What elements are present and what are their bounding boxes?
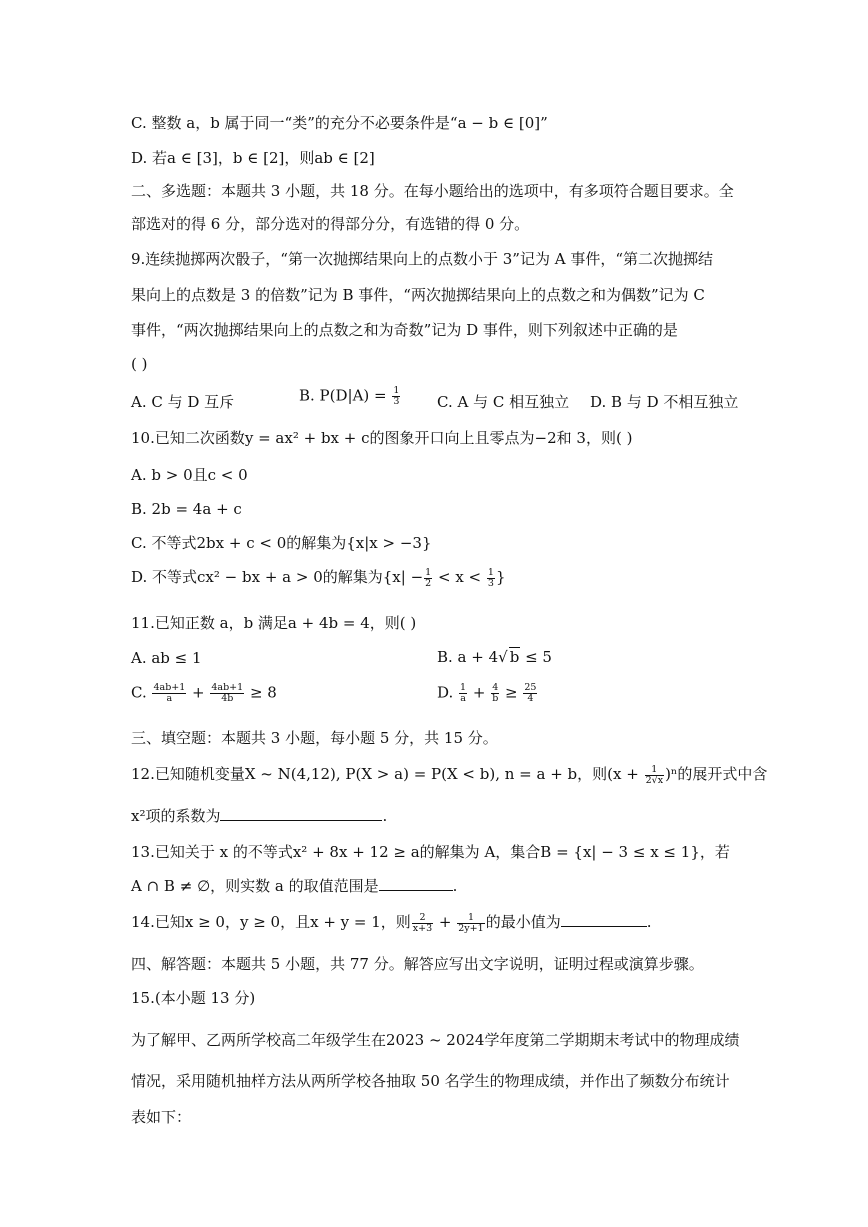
q13-period: .	[452, 877, 458, 895]
option-label: D.	[437, 683, 459, 702]
q10-option-c: C. 不等式2bx + c < 0的解集为{x|x > −3}	[131, 534, 432, 552]
option-label: C.	[131, 683, 152, 702]
q10-option-d	[131, 567, 505, 589]
q11-stem: 11.已知正数 a，b 满足a + 4b = 4，则( )	[131, 614, 417, 632]
q12-fraction	[645, 765, 664, 786]
q11-option-a: A. ab ≤ 1	[131, 649, 202, 667]
q11-option-d: D. $\frac{1}{a}$ + $\frac{4}{b}$ ≥ $\frac{25}{4}$	[437, 682, 537, 704]
q13-stem-line2	[131, 876, 457, 896]
q11-option-d-fraction-2	[491, 683, 499, 704]
q9-stem-line1: 9.连续抛掷两次骰子，“第一次抛掷结果向上的点数小于 3”记为 A 事件，“第二次抛掷结	[131, 250, 714, 268]
q12-period: .	[382, 807, 388, 825]
fraction-numerator: 4ab+1	[153, 682, 186, 693]
q14-fraction-2	[457, 913, 484, 934]
q9-option-c: C. A 与 C 相互独立	[437, 393, 570, 411]
fraction-numerator: 1	[457, 913, 484, 924]
q11-option-b-suffix: ≤ 5	[520, 648, 552, 666]
fraction-denominator: b	[492, 693, 499, 704]
q9-option-d: D. B 与 D 不相互独立	[590, 393, 739, 411]
q11-option-d-fraction-1	[459, 683, 467, 704]
q9-option-b-fraction	[392, 386, 400, 407]
q15-header: 15.(本小题 13 分)	[131, 989, 256, 1007]
q14-fraction-1	[412, 913, 433, 934]
fraction-numerator: 4ab+1	[211, 682, 244, 693]
q10-stem: 10.已知二次函数y = ax² + bx + c的图象开口向上且零点为−2和 3，则( )	[131, 429, 633, 447]
q11-option-b-prefix: B. a + 4	[437, 648, 499, 666]
q15-text-line1: 为了解甲、乙两所学校高二年级学生在2023 ~ 2024学年度第二学期期末考试中的物理成绩	[131, 1031, 740, 1049]
q12-answer-blank[interactable]	[220, 806, 382, 821]
q12-stem-line1	[131, 764, 767, 786]
fraction-denominator: x+3	[412, 922, 433, 934]
q14-period: .	[646, 913, 652, 931]
q11-option-d-fraction-3	[523, 683, 537, 704]
fraction-numerator: 2	[412, 913, 433, 924]
fraction-numerator: 1	[487, 566, 494, 578]
sqrt-symbol: √	[498, 648, 508, 666]
q9-option-b	[299, 386, 401, 407]
q9-stem-line2: 果向上的点数是 3 的倍数”记为 B 事件，“两次抛掷结果向上的点数之和为偶数”记为 C	[131, 286, 705, 304]
fraction-numerator: 1	[425, 566, 432, 578]
fraction-denominator: 3	[393, 396, 400, 407]
q10-option-d-suffix: }	[495, 568, 506, 586]
fraction-denominator: a	[166, 693, 173, 704]
q10-option-d-fraction-1	[424, 568, 432, 589]
q15-text-line3: 表如下：	[131, 1108, 192, 1126]
q14-prefix: 14.已知x ≥ 0，y ≥ 0，且x + y = 1，则	[131, 913, 411, 931]
fraction-numerator: 1	[460, 682, 467, 693]
q13-line2-text: A ∩ B ≠ ∅，则实数 a 的取值范围是	[131, 877, 379, 895]
fraction-numerator: 1	[393, 385, 400, 396]
q15-text-line2: 情况，采用随机抽样方法从两所学校各抽取 50 名学生的物理成绩，并作出了频数分布统计	[131, 1072, 730, 1090]
fraction-denominator: 4b	[221, 693, 234, 704]
q10-option-d-fraction-2	[487, 568, 495, 589]
fraction-denominator: 2√x	[645, 774, 664, 786]
q11-option-c-fraction-2	[210, 683, 244, 704]
q12-line2-text: x²项的系数为	[131, 807, 221, 825]
q10-option-d-middle: < x <	[433, 568, 486, 586]
q11-option-c-suffix: ≥ 8	[245, 683, 277, 702]
q11-option-c: C. $\frac{4ab+1}{a}$ + $\frac{4ab+1}{4b}$ ≥ 8	[131, 682, 277, 704]
section4-heading: 四、解答题：本题共 5 小题，共 77 分。解答应写出文字说明，证明过程或演算步骤。	[131, 955, 704, 973]
q13-stem-line1: 13.已知关于 x 的不等式x² + 8x + 12 ≥ a的解集为 A，集合B = {x| − 3 ≤ x ≤ 1}，若	[131, 843, 730, 861]
q9-option-b-expr: B. P(D|A) =	[299, 386, 392, 405]
fraction-denominator: 4	[527, 693, 534, 704]
q12-suffix: )ⁿ的展开式中含	[665, 765, 768, 783]
fraction-denominator: 3	[487, 577, 494, 589]
section3-heading: 三、填空题：本题共 3 小题，每小题 5 分，共 15 分。	[131, 729, 498, 747]
q14-stem: 14.已知x ≥ 0，y ≥ 0，且x + y = 1，则 $\frac{2}{x+3}$ + $\frac{1}{2y+1}$ 的最小值为 .	[131, 911, 652, 934]
q8-option-c: C. 整数 a，b 属于同一“类”的充分不必要条件是“a − b ∈ [0]”	[131, 114, 548, 132]
q13-answer-blank[interactable]	[379, 876, 453, 891]
q9-option-a: A. C 与 D 互斥	[131, 393, 235, 411]
q8-option-d: D. 若a ∈ [3]，b ∈ [2]，则ab ∈ [2]	[131, 149, 375, 167]
section2-heading-line2: 部选对的得 6 分，部分选对的得部分分，有选错的得 0 分。	[131, 215, 530, 233]
q10-option-a: A. b > 0且c < 0	[131, 466, 248, 484]
fraction-numerator: 1	[645, 765, 664, 776]
q12-stem-line2	[131, 806, 387, 826]
q10-option-d-prefix: D. 不等式cx² − bx + a > 0的解集为{x| −	[131, 568, 424, 586]
section2-heading-line1: 二、多选题：本题共 3 小题，共 18 分。在每小题给出的选项中，有多项符合题目要求。全	[131, 182, 734, 200]
fraction-denominator: 2	[425, 577, 432, 589]
fraction-denominator: a	[460, 693, 466, 704]
q9-answer-bracket: ( )	[131, 355, 148, 373]
q14-suffix: 的最小值为	[485, 913, 561, 931]
q11-option-b	[437, 647, 552, 666]
fraction-numerator: 4	[492, 682, 499, 693]
q9-stem-line3: 事件，“两次抛掷结果向上的点数之和为奇数”记为 D 事件，则下列叙述中正确的是	[131, 321, 678, 339]
sqrt-radicand: b	[509, 648, 520, 666]
fraction-denominator: 2y+1	[458, 922, 484, 934]
q14-answer-blank[interactable]	[561, 912, 647, 927]
q12-prefix: 12.已知随机变量X ~ N(4,12), P(X > a) = P(X < b), n = a + b，则(x +	[131, 765, 644, 783]
q11-option-c-fraction-1	[152, 683, 186, 704]
fraction-numerator: 25	[524, 682, 537, 693]
q10-option-b: B. 2b = 4a + c	[131, 500, 242, 518]
